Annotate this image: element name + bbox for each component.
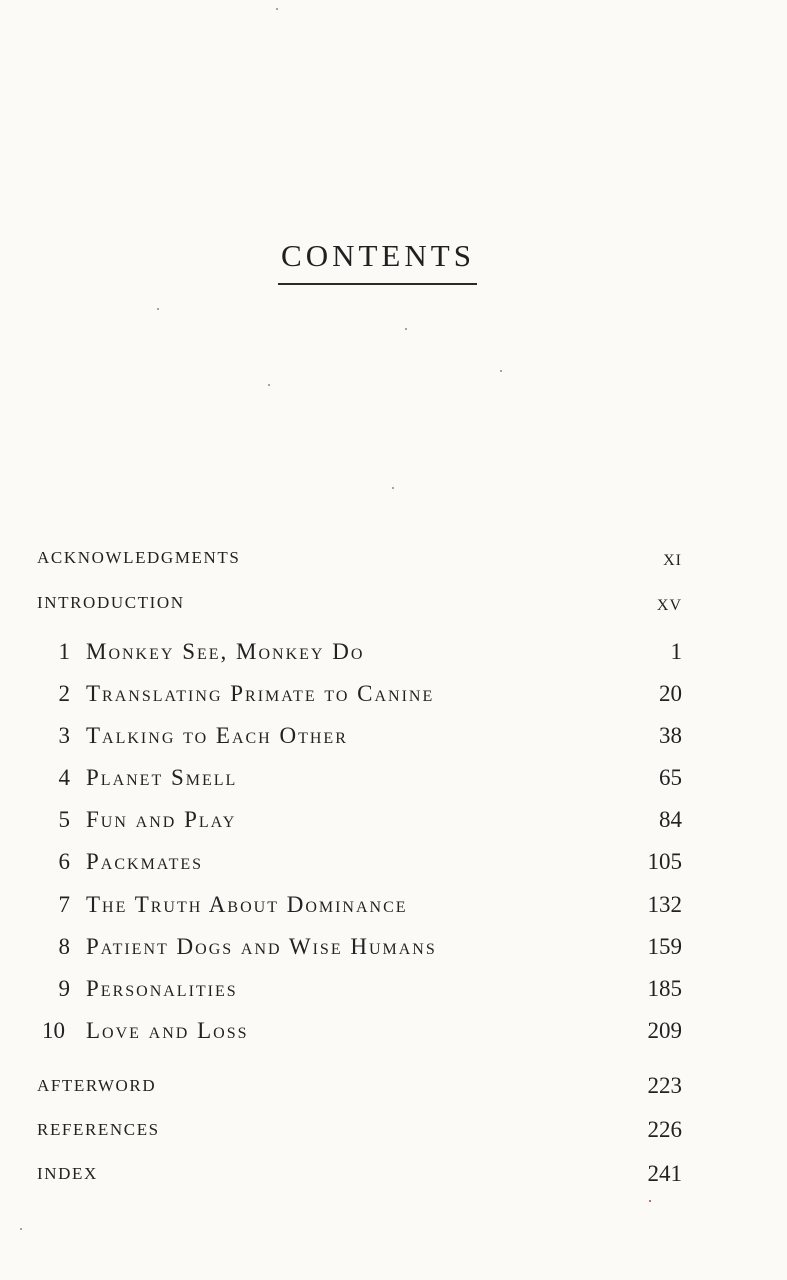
chapter-page: 84 xyxy=(659,807,682,832)
chapter-title: The Truth About Dominance xyxy=(86,892,408,917)
chapter-title: Fun and Play xyxy=(86,807,237,832)
chapter-page: 38 xyxy=(659,723,682,748)
chapter-number: 9 xyxy=(58,976,70,1001)
toc-entry-label: INDEX xyxy=(37,1164,98,1183)
chapter-title: Love and Loss xyxy=(86,1018,249,1043)
chapter-page: 20 xyxy=(659,681,682,706)
chapter-page: 1 xyxy=(670,639,682,664)
chapter-number: 6 xyxy=(58,849,70,874)
toc-entry-page: 226 xyxy=(647,1117,682,1142)
chapter-page: 185 xyxy=(647,976,682,1001)
chapter-number: 4 xyxy=(58,765,70,790)
chapter-title: Monkey See, Monkey Do xyxy=(86,639,365,664)
chapter-number: 2 xyxy=(58,681,70,706)
paper-speck xyxy=(500,370,502,372)
toc-chapter-10 xyxy=(0,1018,787,1058)
chapter-number: 8 xyxy=(58,934,70,959)
chapter-page: 105 xyxy=(647,849,682,874)
chapter-title: Personalities xyxy=(86,976,238,1001)
toc-chapter-4 xyxy=(0,765,787,805)
toc-chapter-3 xyxy=(0,723,787,763)
chapter-number: 1 xyxy=(58,639,70,664)
chapter-page: 209 xyxy=(647,1018,682,1043)
paper-speck xyxy=(392,487,394,489)
toc-entry-label: INTRODUCTION xyxy=(37,593,185,612)
chapter-title: Packmates xyxy=(86,849,204,874)
paper-speck xyxy=(157,308,159,310)
toc-entry-label: ACKNOWLEDGMENTS xyxy=(37,548,241,567)
chapter-page: 65 xyxy=(659,765,682,790)
chapter-title: Planet Smell xyxy=(86,765,238,790)
toc-entry-page: XV xyxy=(656,597,682,614)
chapter-page: 132 xyxy=(647,892,682,917)
toc-entry-references xyxy=(0,1117,787,1157)
chapter-title: Translating Primate to Canine xyxy=(86,681,435,706)
toc-entry-acknowledgments xyxy=(0,548,787,588)
toc-chapter-7 xyxy=(0,892,787,932)
toc-entry-afterword xyxy=(0,1073,787,1113)
toc-chapter-9 xyxy=(0,976,787,1016)
chapter-number: 10 xyxy=(42,1018,65,1043)
toc-chapter-6 xyxy=(0,849,787,889)
toc-entry-label: REFERENCES xyxy=(37,1120,160,1139)
chapter-number: 3 xyxy=(58,723,70,748)
toc-entry-index xyxy=(0,1161,787,1201)
toc-entry-label: AFTERWORD xyxy=(37,1076,157,1095)
paper-speck xyxy=(276,8,278,10)
toc-entry-page: XI xyxy=(663,552,682,569)
chapter-number: 7 xyxy=(58,892,70,917)
title-underline xyxy=(278,283,477,285)
toc-entry-page: 241 xyxy=(647,1161,682,1186)
toc-chapter-1 xyxy=(0,639,787,679)
toc-chapter-2 xyxy=(0,681,787,721)
chapter-page: 159 xyxy=(647,934,682,959)
chapter-title: Patient Dogs and Wise Humans xyxy=(86,934,437,959)
paper-speck xyxy=(268,384,270,386)
paper-speck xyxy=(649,1200,651,1202)
toc-chapter-8 xyxy=(0,934,787,974)
paper-speck xyxy=(405,328,407,330)
chapter-number: 5 xyxy=(58,807,70,832)
toc-entry-page: 223 xyxy=(647,1073,682,1098)
toc-entry-introduction xyxy=(0,593,787,633)
toc-chapter-5 xyxy=(0,807,787,847)
paper-speck xyxy=(20,1228,22,1230)
chapter-title: Talking to Each Other xyxy=(86,723,348,748)
page-title: CONTENTS xyxy=(281,238,475,273)
